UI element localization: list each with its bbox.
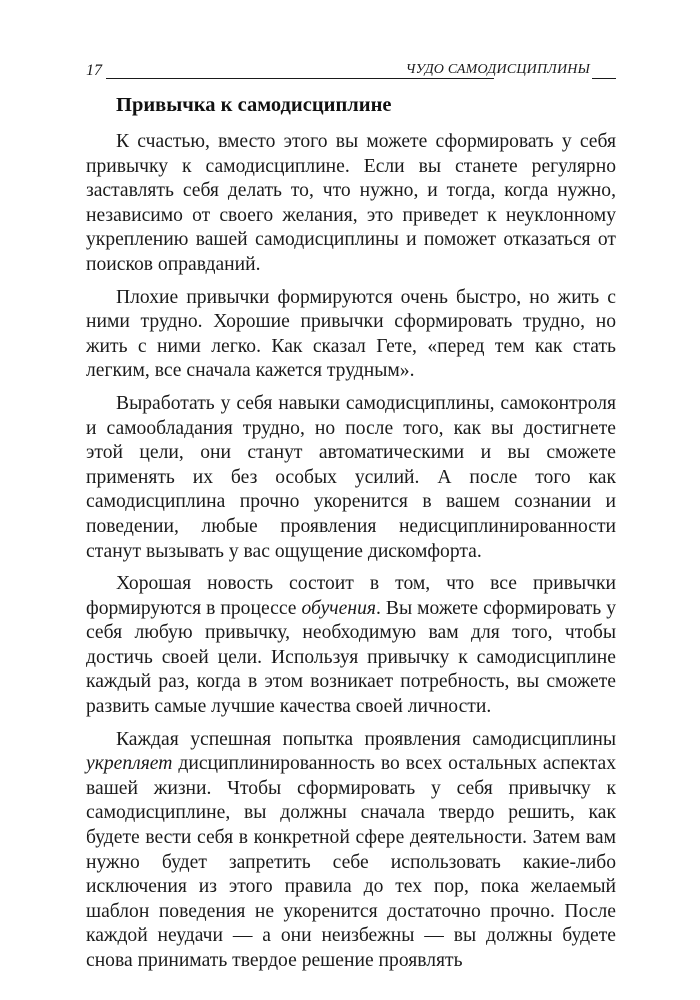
- paragraph-5-text-after: дисциплинированность во всех остальных аспектах вашей жизни. Чтобы сформировать у себя привычку к самодисциплине, вы должны сначала твердо решить, как будете вести себя в конкретной сфере деятельности. Затем вам нужно будет запретить себе использовать какие-либо исключения из этого правила до тех пор, пока желаемый шаблон поведения не укоренится достаточно прочно. После каждой неудачи — а они неизбежны — вы должны будете снова принимать твердое решение проявлять: [86, 753, 616, 971]
- paragraph-2: Плохие привычки формируются очень быстро, но жить с ними трудно. Хорошие привычки сформировать трудно, но жить с ними легко. Как сказал Гете, «перед тем как стать легким, все сначала кажется трудным».: [86, 286, 616, 382]
- paragraph-4-text-before: Хорошая новость состоит в том, что все привычки формируются в процессе: [86, 573, 616, 619]
- paragraph-5-text-before: Каждая успешная попытка проявления самодисциплины: [116, 728, 616, 750]
- paragraph-4-text-after: . Вы можете сформировать у себя любую привычку, необходимую вам для того, чтобы достичь своей цели. Используя привычку к самодисциплине каждый раз, когда в этом возникает потребность, вы сможете развить самые лучшие качества своей личности.: [86, 597, 616, 718]
- header-rule-left: [106, 78, 494, 79]
- running-header: [86, 56, 616, 82]
- paragraph-1: К счастью, вместо этого вы можете сформировать у себя привычку к самодисциплине. Если вы станете регулярно заставлять себя делать то, что нужно, и тогда, когда нужно, независимо от своего желания, это приведет к неуклонному укреплению вашей самодисциплины и поможет отказаться от поисков оправданий.: [86, 131, 616, 275]
- page-number: 17: [86, 62, 102, 79]
- paragraph-5: [86, 728, 616, 974]
- section-title: Привычка к самодисциплине: [116, 94, 392, 116]
- header-rule-right: [592, 78, 616, 79]
- paragraph-5-emphasis: укрепляет: [86, 753, 173, 775]
- paragraph-4: [86, 572, 616, 720]
- paragraph-4-emphasis: обучения: [301, 597, 376, 619]
- book-title: ЧУДО САМОДИСЦИПЛИНЫ: [405, 62, 590, 77]
- body-text: [86, 130, 616, 974]
- book-page: [86, 56, 616, 982]
- paragraph-3: Выработать у себя навыки самодисциплины, самоконтроля и самообладания трудно, но после того, как вы достигнете этой цели, они станут автоматическими и вы сможете применять их без особых усилий. А после того как самодисциплина прочно укоренится в вашем сознании и поведении, любые проявления недисциплинированности станут вызывать у вас ощущение дискомфорта.: [86, 392, 616, 562]
